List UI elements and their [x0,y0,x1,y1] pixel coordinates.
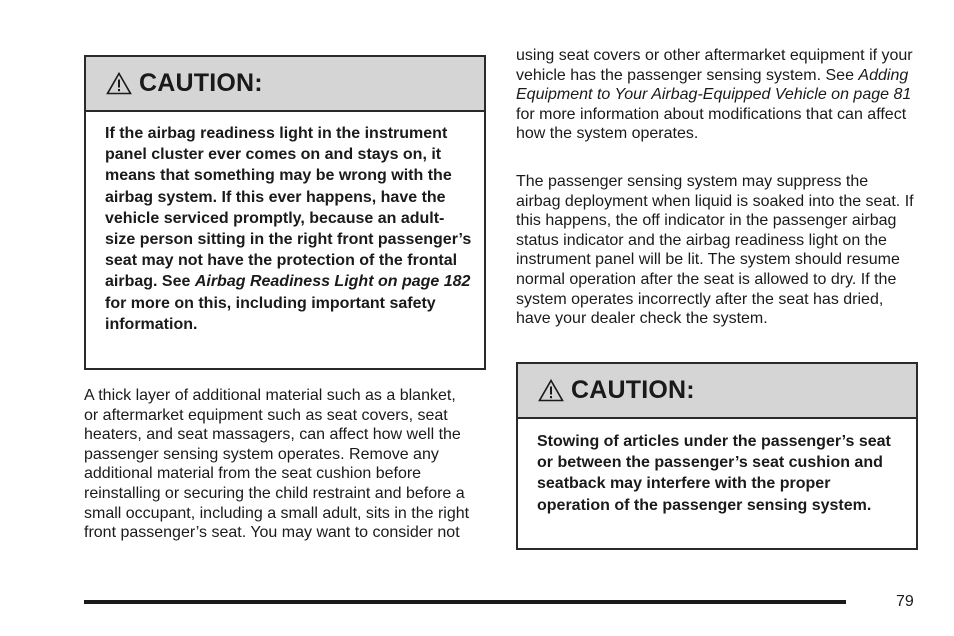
body-paragraph-left: A thick layer of additional material such as a blanket, or aftermarket equipment such as seat covers, seat heaters, and seat massagers, can affect how well the passenger sensing system operates. Remove any additional material from the seat cushion before reinstalling or securing the child restraint and before a small occupant, including a small adult, sits in the right front passenger’s seat. You may want to consider not [84,387,470,542]
warning-triangle-icon [538,379,564,402]
paragraph-text-after: for more information about modifications that can affect how the system operates. [516,105,907,143]
caution-reference: Airbag Readiness Light on page 182 [194,273,471,291]
page-number: 79 [896,593,914,610]
paragraph-text: using seat covers or other aftermarket equipment if your vehicle has the passenger sensing system. See [516,47,913,84]
caution-text-after: for more on this, including important safety information. [105,294,436,333]
caution-title: CAUTION: [139,69,263,97]
warning-triangle-icon [106,72,132,95]
caution-header [86,57,484,112]
caution-box-stowing [516,362,918,550]
caution-box-airbag-light [84,55,486,370]
caution-body [86,112,484,335]
caution-header [518,364,916,419]
caution-body: Stowing of articles under the passenger’s seat or between the passenger’s seat cushion and seatback may interfere with the proper operation of the passenger sensing system. [537,433,891,514]
body-paragraph-right-1 [516,46,916,144]
caution-title: CAUTION: [571,376,695,404]
body-paragraph-right-2: The passenger sensing system may suppress the airbag deployment when liquid is soaked into the seat. If this happens, the off indicator in the passenger airbag status indicator and the airbag readiness light on the instrument panel will be lit. The system should resume normal operation after the seat is allowed to dry. If the system operates incorrectly after the seat has dried, have your dealer check the system. [516,173,914,328]
cross-reference: Adding Equipment to Your Airbag-Equipped Vehicle on page 81 [516,66,912,104]
footer-rule [84,600,846,604]
caution-text: If the airbag readiness light in the instrument panel cluster ever comes on and stays on, it means that something may be wrong with the airbag system. If this ever happens, have the vehicle serviced promptly, because an adult-size person sitting in the right front passenger’s seat may not have the protection of the frontal airbag. See [105,125,472,291]
